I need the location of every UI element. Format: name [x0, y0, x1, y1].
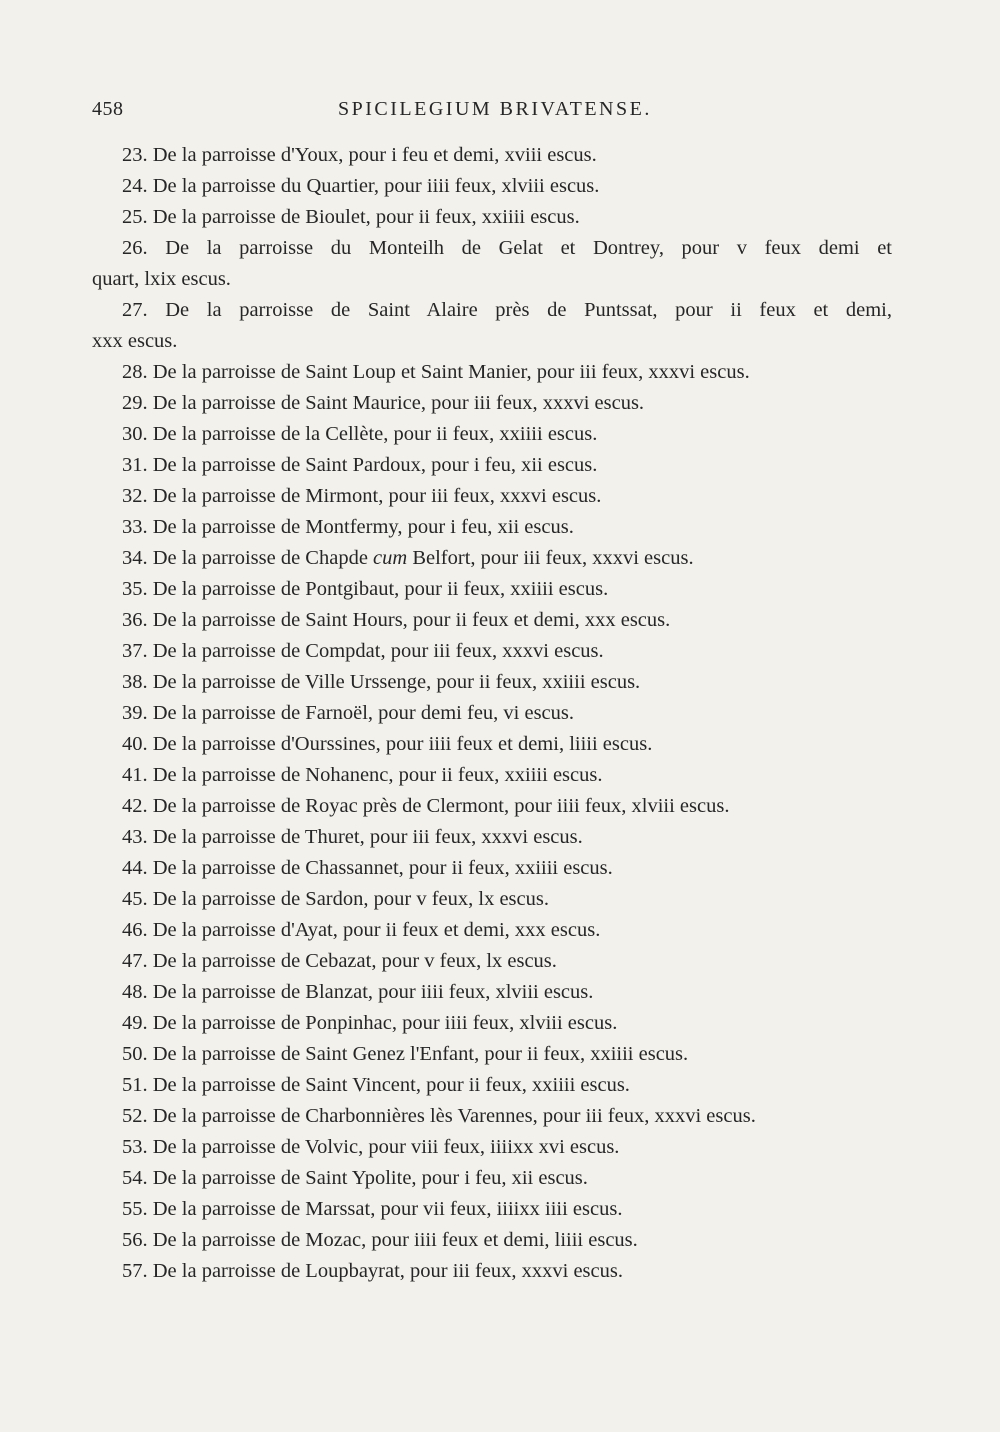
entry-line: 43. De la parroisse de Thuret, pour iii feux, xxxvi escus.: [122, 826, 583, 848]
list-item: [92, 791, 892, 822]
entry-continuation-line: xxx escus.: [92, 330, 178, 352]
italic-word: cum: [373, 547, 408, 569]
list-item: [92, 1101, 892, 1132]
entry-line: 26. De la parroisse du Monteilh de Gelat et Dontrey, pour v feux demi et: [122, 237, 892, 259]
list-item: [92, 202, 892, 233]
entry-line: 28. De la parroisse de Saint Loup et Saint Manier, pour iii feux, xxxvi escus.: [122, 361, 750, 383]
entry-line: 44. De la parroisse de Chassannet, pour ii feux, xxiiii escus.: [122, 857, 613, 879]
list-item: [92, 946, 892, 977]
list-item: [92, 667, 892, 698]
entry-line: 39. De la parroisse de Farnoël, pour demi feu, vi escus.: [122, 702, 575, 724]
list-item: [92, 1194, 892, 1225]
running-head: [92, 98, 892, 128]
entry-line: 40. De la parroisse d'Ourssines, pour iiii feux et demi, liiii escus.: [122, 733, 653, 755]
entry-line: 38. De la parroisse de Ville Urssenge, pour ii feux, xxiiii escus.: [122, 671, 641, 693]
entry-line: 36. De la parroisse de Saint Hours, pour ii feux et demi, xxx escus.: [122, 609, 671, 631]
list-item: [92, 450, 892, 481]
list-item: [92, 481, 892, 512]
list-item: [92, 574, 892, 605]
entry-line: 50. De la parroisse de Saint Genez l'Enfant, pour ii feux, xxiiii escus.: [122, 1043, 689, 1065]
list-item: [92, 915, 892, 946]
list-item: [92, 233, 892, 295]
list-item: [92, 357, 892, 388]
list-item: [92, 853, 892, 884]
entry-line: 23. De la parroisse d'Youx, pour i feu et demi, xviii escus.: [122, 144, 597, 166]
entry-line: 30. De la parroisse de la Cellète, pour ii feux, xxiiii escus.: [122, 423, 598, 445]
entry-line: 53. De la parroisse de Volvic, pour viii feux, iiiixx xvi escus.: [122, 1136, 620, 1158]
entry-line: 37. De la parroisse de Compdat, pour iii feux, xxxvi escus.: [122, 640, 604, 662]
entry-line: 47. De la parroisse de Cebazat, pour v feux, lx escus.: [122, 950, 557, 972]
entry-line: 32. De la parroisse de Mirmont, pour iii feux, xxxvi escus.: [122, 485, 602, 507]
list-item: [92, 419, 892, 450]
entry-line: 24. De la parroisse du Quartier, pour iiii feux, xlviii escus.: [122, 175, 600, 197]
page-number: 458: [92, 98, 124, 120]
entry-line: 51. De la parroisse de Saint Vincent, pour ii feux, xxiiii escus.: [122, 1074, 630, 1096]
entry-line: 41. De la parroisse de Nohanenc, pour ii feux, xxiiii escus.: [122, 764, 603, 786]
entry-line: 35. De la parroisse de Pontgibaut, pour ii feux, xxiiii escus.: [122, 578, 609, 600]
list-item: [92, 698, 892, 729]
entry-line: 27. De la parroisse de Saint Alaire près de Puntssat, pour ii feux et demi,: [122, 299, 892, 321]
list-item: [92, 1008, 892, 1039]
list-item: [92, 171, 892, 202]
list-item: [92, 1163, 892, 1194]
list-item: [92, 605, 892, 636]
list-item: [92, 884, 892, 915]
list-item: [92, 1225, 892, 1256]
header-title: SPICILEGIUM BRIVATENSE.: [338, 98, 652, 120]
list-item: [92, 977, 892, 1008]
list-item: [92, 822, 892, 853]
list-item: [92, 729, 892, 760]
entry-line: 46. De la parroisse d'Ayat, pour ii feux et demi, xxx escus.: [122, 919, 601, 941]
entry-line: 45. De la parroisse de Sardon, pour v feux, lx escus.: [122, 888, 549, 910]
entry-line: 48. De la parroisse de Blanzat, pour iiii feux, xlviii escus.: [122, 981, 594, 1003]
list-item: [92, 388, 892, 419]
entry-line: 33. De la parroisse de Montfermy, pour i feu, xii escus.: [122, 516, 574, 538]
entry-line: 55. De la parroisse de Marssat, pour vii feux, iiiixx iiii escus.: [122, 1198, 623, 1220]
list-item: [92, 1132, 892, 1163]
list-item: [92, 295, 892, 357]
list-item: [92, 1039, 892, 1070]
list-item: [92, 1256, 892, 1287]
list-item: [92, 512, 892, 543]
list-item: [92, 543, 892, 574]
entry-line: 34. De la parroisse de Chapde cum Belfort, pour iii feux, xxxvi escus.: [122, 547, 694, 569]
list-item: [92, 636, 892, 667]
entry-line: 54. De la parroisse de Saint Ypolite, pour i feu, xii escus.: [122, 1167, 588, 1189]
entry-line: 52. De la parroisse de Charbonnières lès Varennes, pour iii feux, xxxvi escus.: [122, 1105, 756, 1127]
entry-line: 49. De la parroisse de Ponpinhac, pour iiii feux, xlviii escus.: [122, 1012, 618, 1034]
entry-continuation-line: quart, lxix escus.: [92, 268, 231, 290]
entry-line: 31. De la parroisse de Saint Pardoux, pour i feu, xii escus.: [122, 454, 598, 476]
entry-line: 29. De la parroisse de Saint Maurice, pour iii feux, xxxvi escus.: [122, 392, 645, 414]
entry-line: 56. De la parroisse de Mozac, pour iiii feux et demi, liiii escus.: [122, 1229, 638, 1251]
entry-line: 25. De la parroisse de Bioulet, pour ii feux, xxiiii escus.: [122, 206, 580, 228]
list-item: [92, 140, 892, 171]
entry-line: 57. De la parroisse de Loupbayrat, pour iii feux, xxxvi escus.: [122, 1260, 623, 1282]
list-item: [92, 760, 892, 791]
list-item: [92, 1070, 892, 1101]
entry-line: 42. De la parroisse de Royac près de Clermont, pour iiii feux, xlviii escus.: [122, 795, 730, 817]
entry-list: [92, 140, 892, 1287]
